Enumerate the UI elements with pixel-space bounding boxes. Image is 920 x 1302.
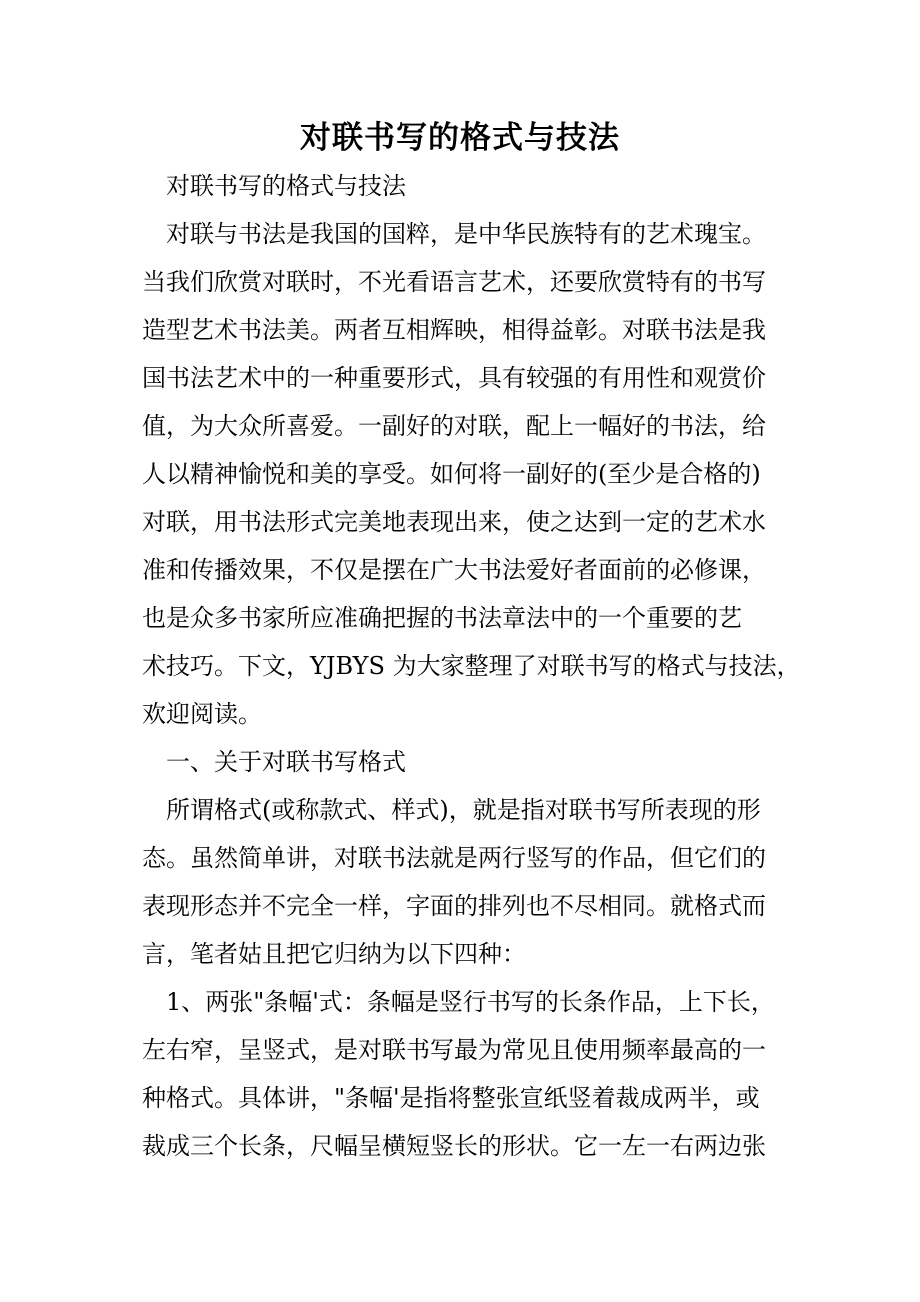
paragraph-line: 左右窄，呈竖式，是对联书写最为常见且使用频率最高的一: [142, 1036, 766, 1064]
paragraph-line: 值，为大众所喜爱。一副好的对联，配上一幅好的书法，给: [142, 412, 766, 440]
paragraph-line: 态。虽然简单讲，对联书法就是两行竖写的作品，但它们的: [142, 844, 766, 872]
paragraph-line: 人以精神愉悦和美的享受。如何将一副好的(至少是合格的): [142, 460, 761, 488]
paragraph-line: 造型艺术书法美。两者互相辉映，相得益彰。对联书法是我: [142, 316, 766, 344]
paragraph-line: 对联与书法是我国的国粹，是中华民族特有的艺术瑰宝。: [166, 220, 766, 248]
paragraph-line: 1、两张"条幅'式：条幅是竖行书写的长条作品，上下长，: [166, 988, 775, 1016]
paragraph-line: 对联，用书法形式完美地表现出来，使之达到一定的艺术水: [142, 508, 766, 536]
paragraph-line: 准和传播效果，不仅是摆在广大书法爱好者面前的必修课，: [142, 556, 766, 584]
document-title: 对联书写的格式与技法: [300, 120, 620, 156]
paragraph-line: 当我们欣赏对联时，不光看语言艺术，还要欣赏特有的书写: [142, 268, 766, 296]
subtitle-line: 对联书写的格式与技法: [166, 172, 406, 200]
section-heading: 一、关于对联书写格式: [166, 748, 406, 776]
paragraph-line: 欢迎阅读。: [142, 700, 262, 728]
paragraph-line: 表现形态并不完全一样，字面的排列也不尽相同。就格式而: [142, 892, 766, 920]
paragraph-line: 种格式。具体讲，"条幅'是指将整张宣纸竖着裁成两半，或: [142, 1084, 760, 1112]
paragraph-line: 所谓格式(或称款式、样式)，就是指对联书写所表现的形: [166, 796, 761, 824]
paragraph-line: 术技巧。下文，YJBYS 为大家整理了对联书写的格式与技法，: [142, 652, 801, 680]
paragraph-line: 言，笔者姑且把它归纳为以下四种：: [142, 940, 526, 968]
paragraph-line: 也是众多书家所应准确把握的书法章法中的一个重要的艺: [142, 604, 742, 632]
paragraph-line: 裁成三个长条，尺幅呈横短竖长的形状。它一左一右两边张: [142, 1132, 766, 1160]
paragraph-line: 国书法艺术中的一种重要形式，具有较强的有用性和观赏价: [142, 364, 766, 392]
